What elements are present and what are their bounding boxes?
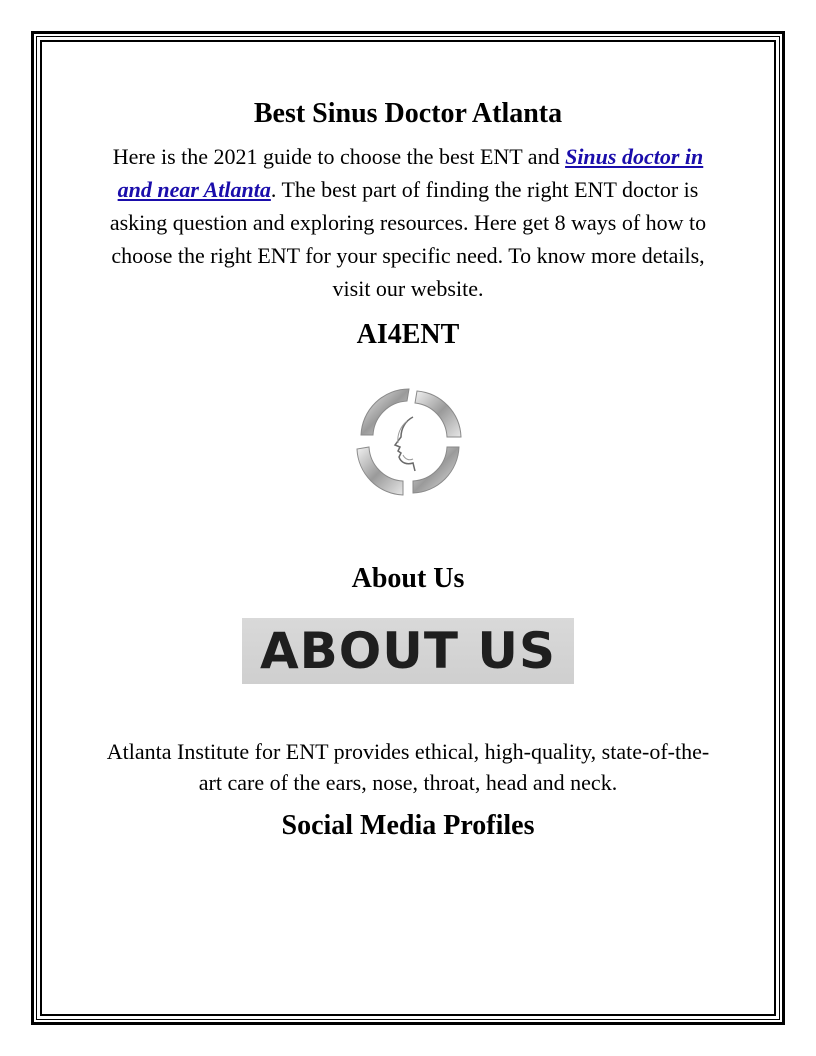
intro-text-end: . The best part of finding the right ENT doctor is asking question and exploring resources. Here get 8 ways of how to choose the right ENT for your specific need. To know more details, visit our website.: [109, 177, 707, 301]
brand-heading: AI4ENT: [356, 319, 460, 350]
about-us-banner-image: [242, 618, 574, 684]
document-content: [96, 96, 720, 844]
about-heading: About Us: [351, 563, 465, 594]
intro-paragraph: [96, 140, 720, 305]
sinus-doctor-link[interactable]: Sinus doctor in and near Atlanta: [117, 144, 704, 202]
ai4ent-face-profile-logo-icon: [343, 377, 473, 507]
about-paragraph: Atlanta Institute for ENT provides ethical, high-quality, state-of-the-art care of the ears, nose, throat, head and neck.: [106, 739, 710, 795]
ai4ent-logo: [343, 377, 473, 507]
intro-text-start: Here is the 2021 guide to choose the best ENT and: [112, 144, 566, 169]
about-us-banner-text: ABOUT US: [259, 622, 557, 680]
page-title: Best Sinus Doctor Atlanta: [253, 98, 563, 129]
social-heading: Social Media Profiles: [281, 810, 535, 841]
